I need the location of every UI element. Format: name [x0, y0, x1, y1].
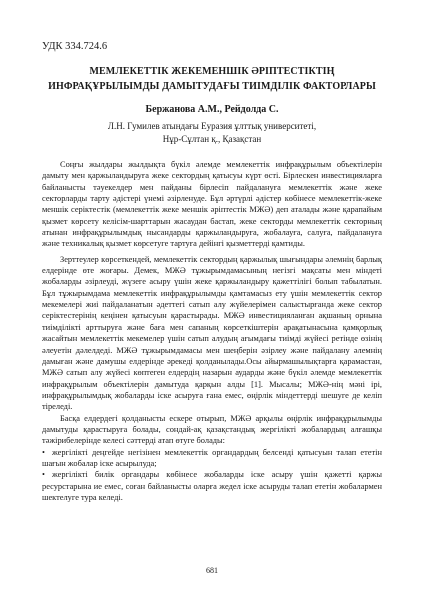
bullet-mark: • [42, 470, 45, 480]
page-number: 681 [206, 566, 218, 575]
paragraph: Басқа елдердегі қолданысты ескере отырып, МЖӘ арқылы өңірлік инфрақұрылымды дамытуды қарастыруға болады, сондай-ақ қазақстандық жергілікті жобалардың алғашқы тәжірибелерінде келесі сәттерді атап өтуге болады: [42, 413, 382, 446]
affiliation-line-1: Л.Н. Гумилев атындағы Еуразия ұлттық университеті, [107, 121, 317, 131]
title-line-1: МЕМЛЕКЕТТІК ЖЕКЕМЕНШІК ӘРІПТЕСТІКТІҢ [89, 66, 335, 77]
paragraph: Зерттеулер көрсеткендей, мемлекеттік сектордың қаржылық шығындары әлемнің барлық елдерінде өте жоғары. Демек, МЖӘ тұжырымдамасының негізгі мақсаты мен міндеті жобаларды әзірлеуді, жүзеге асыру үшін жеке қаржыландыру қажеттілігі болып табылатын. Бұл тұжырымдама мемлекеттік инфрақұрылымды қамтамасыз ету үшін мемлекеттік сектор мекемелері жиі пайдаланатын әдеттегі сатып алу жүйелерімен салыстырғанда жеке сектор серіктестерінің кеңінен қатысуын қарастырады. МЖӘ инвестицияланған ақшаның орнына тиімділікті арттыруға және баға мен сапаның көрсеткіштерін арақатынасына қамқорлық жасайтын мемлекеттік мекемелер үшін сатып алудың ағымдағы тиімді жүйесі ретінде өзінің әлеуетін дәлелдеді. МЖӘ тұжырымдамасы мен шеңберін әзірлеу және пайдалану әлемнің дамыған және дамушы елдерінде әрекеді қолданылады.Осы айырмашылықтарға қарамастан, МЖӘ сатып алу жүйесі көптеген елдердің назарын аударды және бүкіл әлемде мемлекеттік инфрақұрылым объектілерін дамытуда қарқын алды [1]. Мысалы; МЖӘ-нің мәні ірі, инфрақұрылымдық жобаларды іске асыруға ғана емес, өңірлік міндеттерді шешуге де келіп тіреледі. [42, 254, 382, 412]
bullet-text: жергілікті билік органдары көбінесе жобаларды іске асыру үшін қажетті қаржы ресурстарына ие емес, соған байланысты оларға жедел іске асыруды талап ететін жобалармен шектелуге тура келеді. [42, 470, 382, 502]
bullet-item [42, 447, 382, 470]
paper-title [40, 64, 384, 94]
bullet-text: жергілікті деңгейде негізінен мемлекеттік органдардың белсенді қатысуын талап ететін шағын жобалар іске асырылуда; [42, 447, 382, 468]
udc-code: УДК 334.724.6 [42, 41, 108, 52]
bullet-item [42, 469, 382, 503]
affiliation [40, 120, 384, 146]
title-line-2: ИНФРАҚҰРЫЛЫМДЫ ДАМЫТУДАҒЫ ТИІМДІЛІК ФАКТОРЛАРЫ [48, 81, 376, 92]
bullet-mark: • [42, 447, 45, 457]
authors: Бержанова А.М., Рейдолда С. [145, 104, 279, 115]
body-text [42, 159, 382, 503]
affiliation-line-2: Нұр-Сұлтан қ., Қазақстан [162, 134, 262, 144]
paragraph: Соңғы жылдары жылдықта бүкіл әлемде мемлекеттік инфрақұрылым объектілерін дамыту мен қаржыландыруға жеке сектордың қатысуы күрт өсті. Бірлескен инвестицияларға байланысты тәуекелдер мен пайданы бірлесіп пайдалануға мемлекеттік және жеке секторларды тарту әдістері үнемі әзірленуде. Бұл әртүрлі әдістер көбінесе мемлекеттік-жеке меншік серіктестік (мемлекеттік жеке меншік әріптестік МЖӘ) деп аталады және қарапайым қызмет көрсету келісім-шарттарын жасаудан бастап, жеке секторды мемлекеттік секторның атынан инфрақұрылымдық нысандарды қаржыландыруға, жобалауға, салуға, пайдалануға және техникалық қызмет көрсетуге тартуға дейінгі қызметтерді қамтиды. [42, 160, 382, 249]
